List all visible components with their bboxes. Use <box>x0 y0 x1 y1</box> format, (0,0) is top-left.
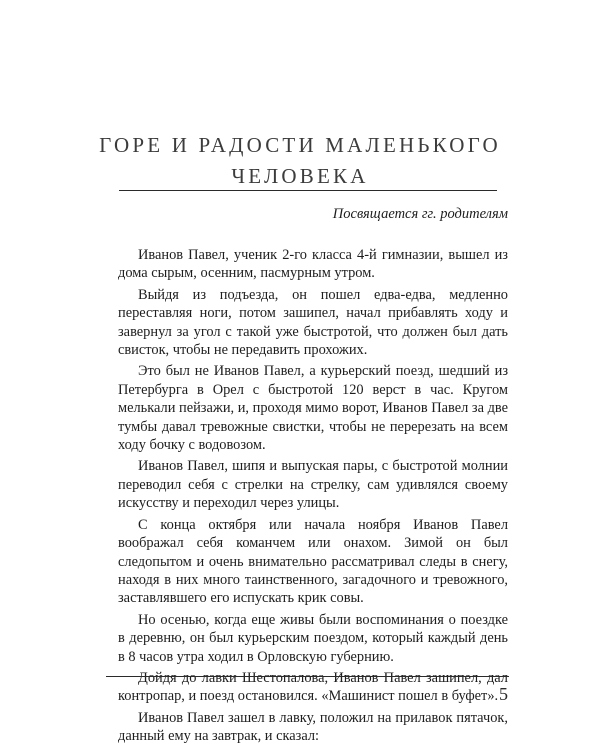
paragraph-3: Это был не Иванов Павел, а курьерский поезд, шедший из Петербурга в Орел с быстротой 120 верст в час. Кругом мелькали пейзажи, и, проходя мимо ворот, Иванов Павел за две тумбы давал тревожные свистки, чтобы не перерезать на всем ходу бочку с водовозом. <box>118 363 508 454</box>
paragraph-1: Иванов Павел, ученик 2-го класса 4-й гимназии, вышел из дома сырым, осенним, пасмурным утром. <box>118 247 508 282</box>
paragraph-2: Выйдя из подъезда, он пошел едва-едва, медленно переставляя ноги, потом зашипел, начал прибавлять ходу и завернул за угол с такой уже быстротой, что должен был дать свисток, чтобы не передавить прохожих. <box>118 286 508 359</box>
paragraph-8: Иванов Павел зашел в лавку, положил на прилавок пятачок, данный ему на завтрак, и сказал: <box>118 709 508 745</box>
paragraph-7: Дойдя до лавки Шестопалова, Иванов Павел зашипел, дал контропар, и поезд остановился. «Машинист пошел в буфет». <box>118 669 508 705</box>
paragraph-4: Иванов Павел, шипя и выпуская пары, с быстротой молнии переводил себя с стрелки на стрелку, сам удивлялся своему искусству и переходил через улицы. <box>118 458 508 512</box>
page-number: 5 <box>499 684 508 704</box>
chapter-title <box>90 130 510 192</box>
paragraph-5: С конца октября или начала ноября Иванов Павел воображал себя команчем или онахом. Зимой он был следопытом и очень внимательно рассматривал следы в снегу, находя в них много таинственного, загадочного и тревожного, заставлявшего его испускать крик совы. <box>118 516 508 607</box>
footer-divider <box>106 676 509 677</box>
dedication: Посвящается гг. родителям <box>332 206 508 222</box>
chapter-title-line-2: ЧЕЛОВЕКА <box>231 164 369 188</box>
chapter-body <box>118 246 508 749</box>
paragraph-6: Но осенью, когда еще живы были воспоминания о поездке в деревню, он был курьерским поездом, который каждый день в 8 часов утра ходил в Орловскую губернию. <box>118 611 508 665</box>
chapter-title-line-1: ГОРЕ И РАДОСТИ МАЛЕНЬКОГО <box>99 133 501 157</box>
title-divider <box>119 190 497 191</box>
